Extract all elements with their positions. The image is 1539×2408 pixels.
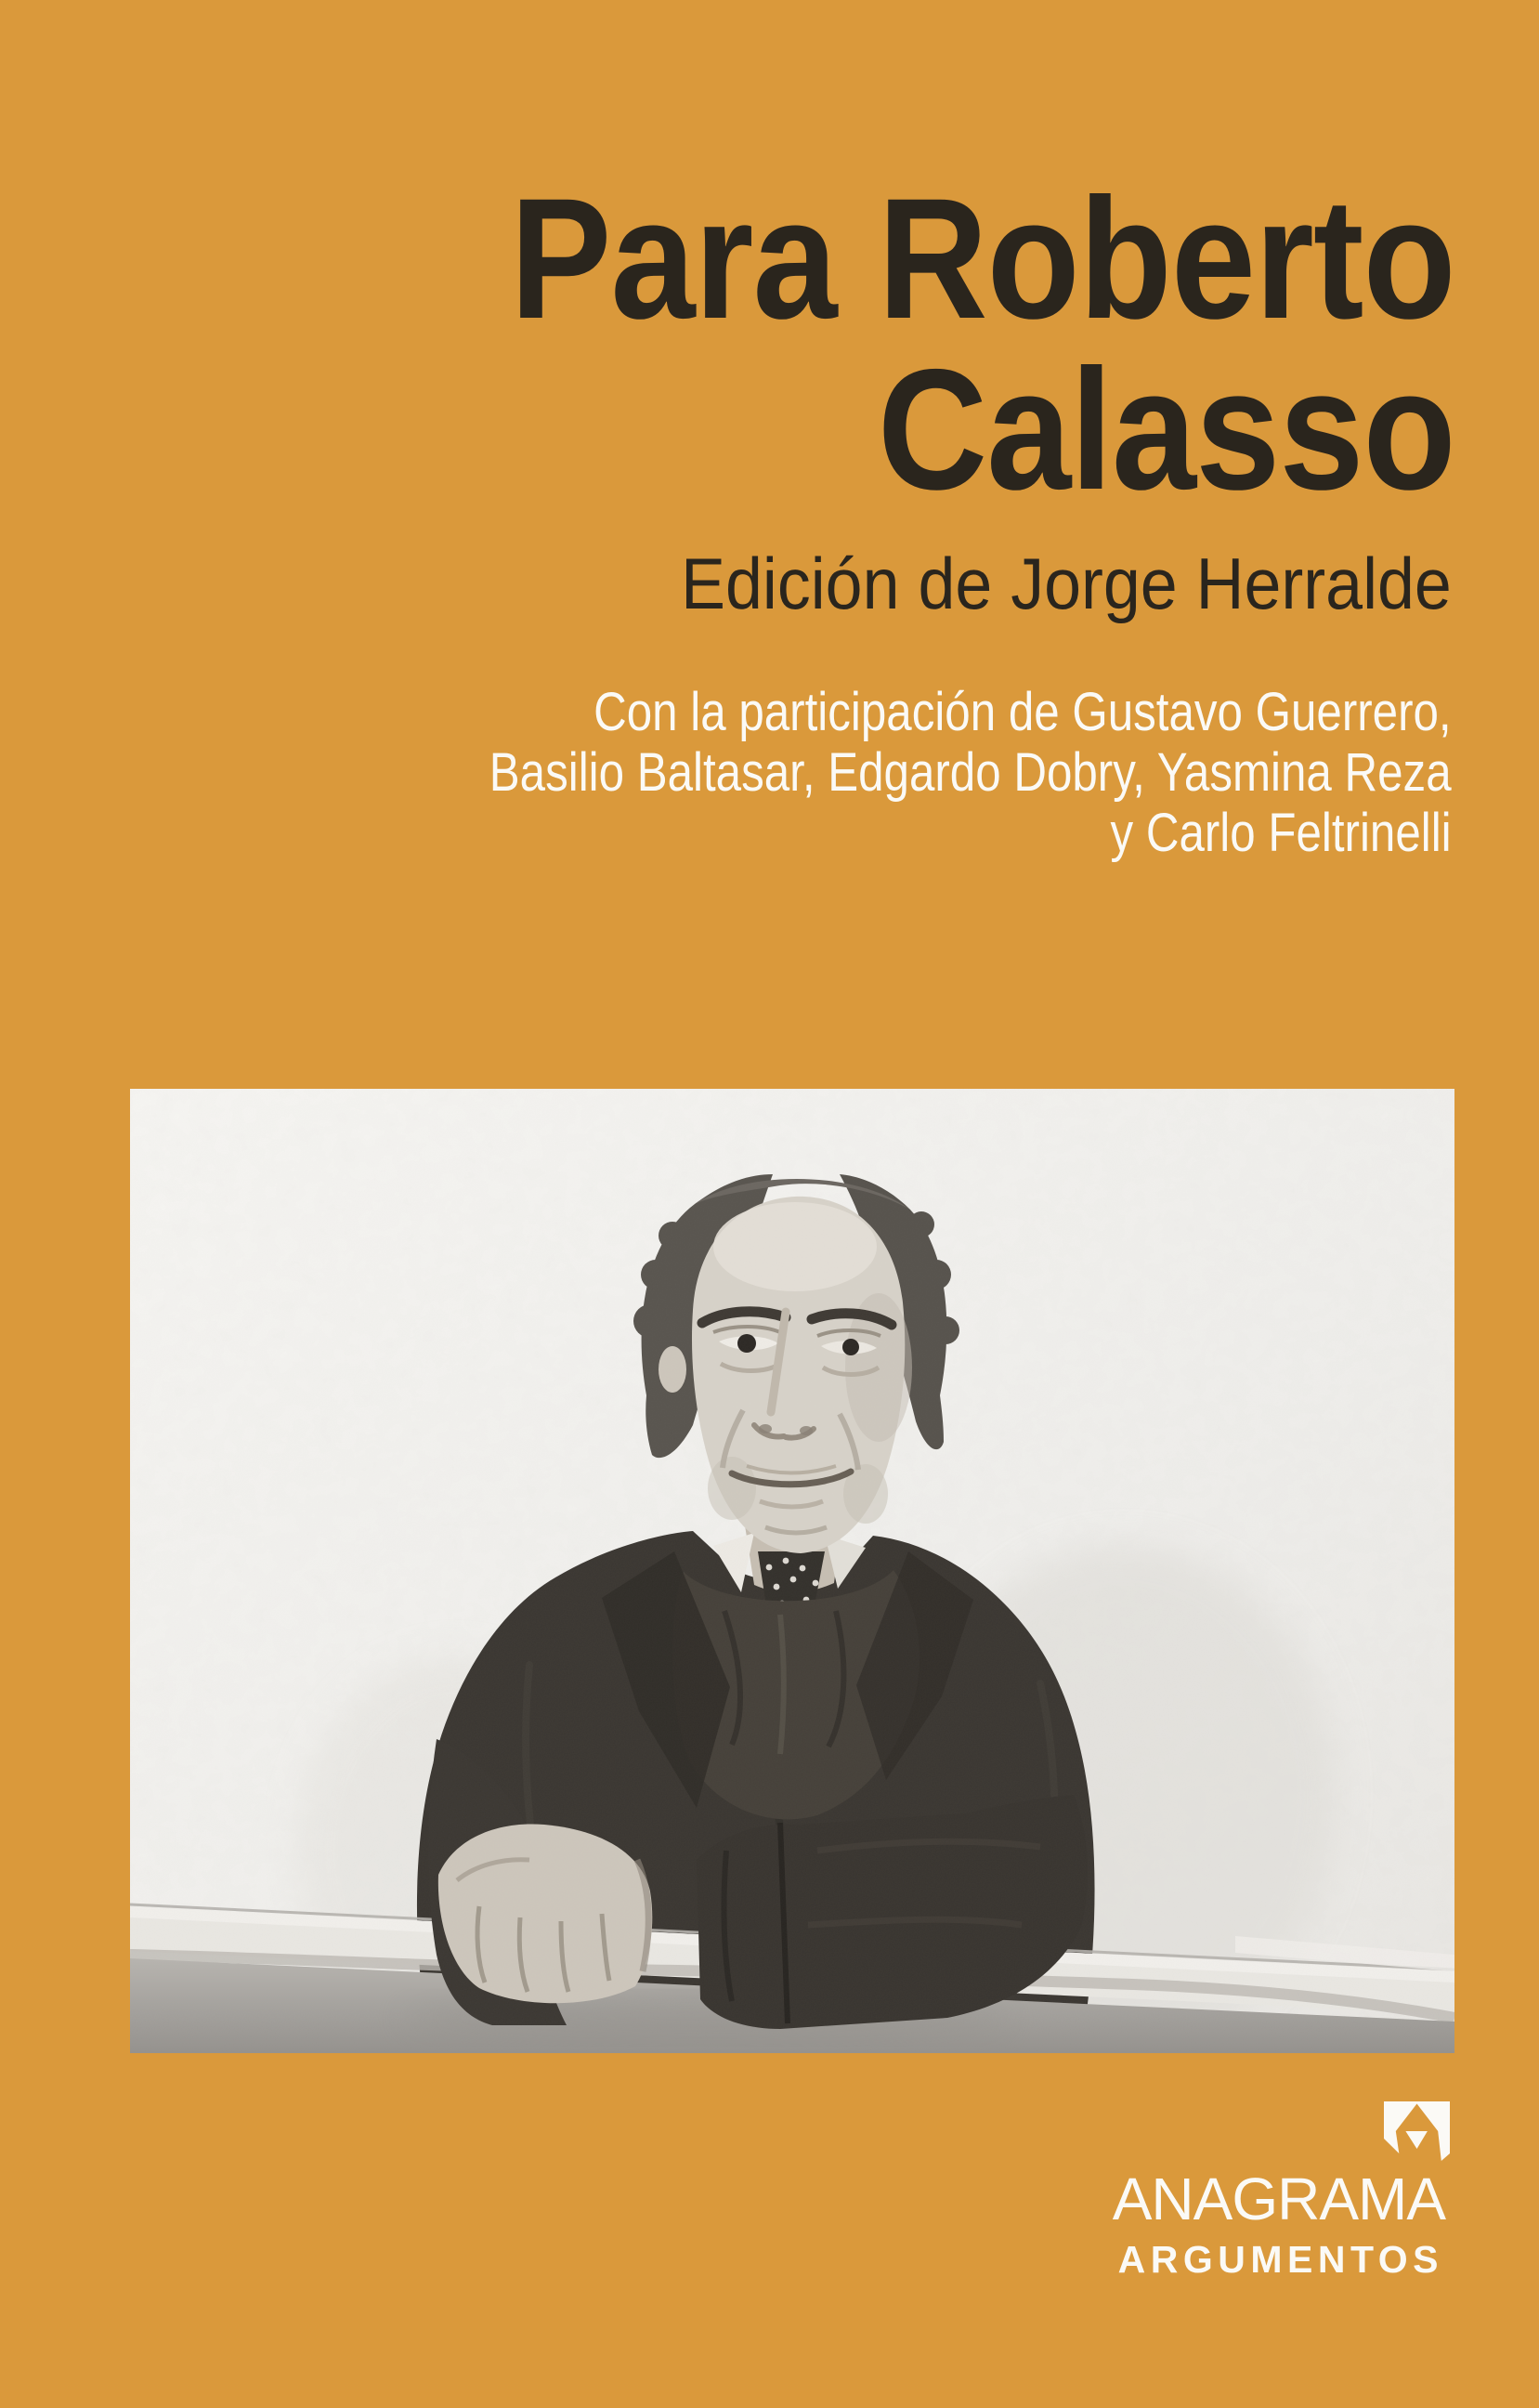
publisher-name: ANAGRAMA (1112, 2166, 1445, 2232)
contributors-line1: Con la participación de Gustavo Guerrero, (593, 682, 1452, 742)
anagrama-a-icon (1384, 2101, 1450, 2161)
book-title (510, 164, 1455, 526)
collection-name: ARGUMENTOS (1117, 2238, 1443, 2281)
book-title-line1: Para Roberto (510, 164, 1455, 355)
anagrama-a-icon-shape (1384, 2101, 1450, 2161)
author-photo-illustration (130, 1089, 1454, 2053)
contributors-line2: Basilio Baltasar, Edgardo Dobry, Yasmina Reza (489, 742, 1452, 803)
contributors-line3: y Carlo Feltrinelli (1110, 803, 1452, 863)
book-title-line2: Calasso (878, 334, 1455, 526)
contributors-text (489, 682, 1452, 863)
book-subtitle: Edición de Jorge Herralde (681, 543, 1452, 624)
author-photo (130, 1089, 1454, 2053)
